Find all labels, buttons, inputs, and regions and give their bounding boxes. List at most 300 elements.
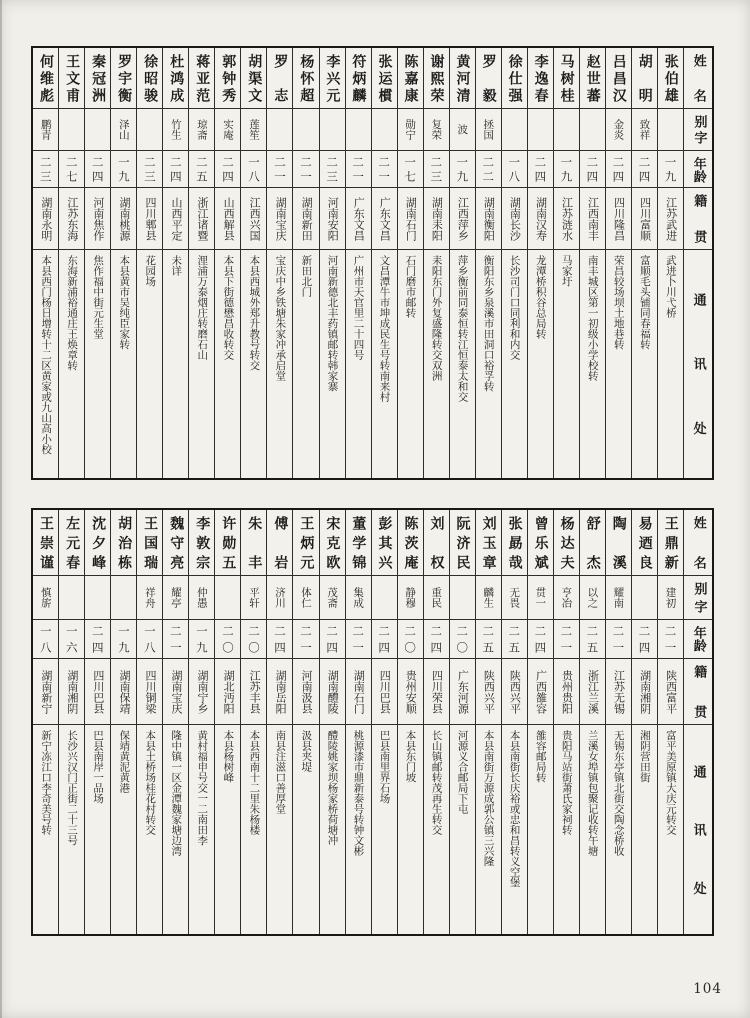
- person-column: [136, 510, 162, 934]
- age-value-cell: [293, 620, 318, 659]
- person-column: [188, 510, 214, 934]
- courtesy-name: 拯国: [482, 119, 495, 140]
- courtesy-name-cell: [476, 109, 501, 151]
- contact-address-cell: [85, 250, 110, 478]
- age-value-cell: [632, 151, 657, 188]
- native-place-cell: [293, 659, 318, 725]
- header-column: [683, 48, 712, 478]
- person-name-cell: [267, 510, 292, 576]
- age-value-cell: [424, 151, 449, 188]
- courtesy-name-cell: [59, 576, 84, 620]
- native-place: 湖南桃源: [117, 196, 131, 241]
- age-value-cell: [528, 620, 553, 659]
- age-value-cell: [59, 620, 84, 659]
- contact-address: 新田北门: [300, 255, 313, 297]
- age-value: 二二: [481, 156, 496, 182]
- age-value: 二三: [142, 156, 157, 182]
- courtesy-name-cell: [424, 109, 449, 151]
- native-place-cell: [528, 188, 553, 250]
- age-value-cell: [502, 620, 527, 659]
- contact-address: 广州市天官里二十四号: [352, 255, 365, 360]
- courtesy-name-cell: [33, 576, 58, 620]
- age-value-cell: [267, 620, 292, 659]
- courtesy-name: 复荣: [430, 119, 443, 140]
- header-cell-age: [684, 620, 712, 659]
- contact-address-cell: [33, 725, 58, 934]
- person-column: [579, 48, 605, 478]
- directory-table-top: [31, 46, 714, 480]
- person-name: 李兴元: [324, 54, 341, 102]
- contact-address: 花园场: [144, 255, 157, 287]
- age-value-cell: [59, 151, 84, 188]
- age-value-cell: [33, 151, 58, 188]
- person-name: 朱丰: [246, 516, 263, 569]
- contact-address: 巴县南里界石场: [378, 730, 391, 804]
- age-value-cell: [241, 151, 266, 188]
- age-value-cell: [111, 151, 136, 188]
- person-name-cell: [320, 510, 345, 576]
- age-value-cell: [476, 620, 501, 659]
- person-column: [345, 48, 371, 478]
- contact-address-cell: [85, 725, 110, 934]
- courtesy-name-cell: [580, 576, 605, 620]
- courtesy-name: 金炎: [612, 119, 625, 140]
- header-cell-contact: [684, 250, 712, 478]
- age-value-cell: [267, 151, 292, 188]
- contact-address: 富顺毛头铺同春福转: [638, 255, 651, 350]
- contact-address-cell: [372, 725, 397, 934]
- person-name-cell: [606, 510, 631, 576]
- native-place: 江西南丰: [586, 196, 600, 241]
- native-place-cell: [163, 659, 188, 725]
- person-name: 黄河清: [454, 54, 471, 102]
- contact-address-cell: [346, 250, 371, 478]
- person-name-cell: [320, 48, 345, 109]
- header-cell-name: [684, 48, 712, 109]
- native-place-cell: [189, 188, 214, 250]
- header-column: [683, 510, 712, 934]
- age-value: 一九: [455, 156, 470, 182]
- person-name-cell: [554, 48, 579, 109]
- native-place: 湖南岳阳: [274, 669, 288, 714]
- age-value: 二四: [585, 156, 600, 182]
- native-place: 湖南湘阴: [638, 669, 652, 714]
- courtesy-name-cell: [398, 576, 423, 620]
- contact-address: 马家圩: [560, 255, 573, 287]
- person-name: 李敦宗: [194, 516, 211, 569]
- courtesy-name-cell: [346, 109, 371, 151]
- person-name: 易迺良: [636, 516, 653, 569]
- courtesy-name-cell: [111, 109, 136, 151]
- contact-address: 隆中镇一区金潭魏家塘边湾: [170, 730, 183, 856]
- contact-address: 本县南街长庆裕或忠和昌转义空堡: [508, 730, 521, 888]
- native-place-cell: [111, 188, 136, 250]
- header-label-contact: 通讯处: [690, 293, 706, 435]
- person-name: 陈茨庵: [402, 516, 419, 569]
- contact-address: 长沙司门口同利和内交: [508, 255, 521, 360]
- age-value: 二〇: [220, 625, 235, 653]
- age-value-cell: [163, 151, 188, 188]
- age-value: 二一: [168, 625, 183, 653]
- age-value: 二四: [533, 625, 548, 653]
- person-name: 沈夕峰: [90, 516, 107, 569]
- native-place: 湖南宁乡: [196, 669, 210, 714]
- person-column: [319, 48, 345, 478]
- person-column: [110, 510, 136, 934]
- native-place-cell: [85, 188, 110, 250]
- person-name-cell: [580, 48, 605, 109]
- courtesy-name-cell: [450, 576, 475, 620]
- courtesy-name: 亨冶: [560, 587, 573, 608]
- age-value-cell: [372, 620, 397, 659]
- person-name-cell: [267, 48, 292, 109]
- age-value: 二七: [64, 156, 79, 182]
- age-value-cell: [85, 620, 110, 659]
- age-value-cell: [189, 151, 214, 188]
- contact-address: 荣昌较场坝土地巷转: [612, 255, 625, 350]
- contact-address: 焦作福中街元生堂: [92, 255, 105, 339]
- person-name: 董学锦: [350, 516, 367, 569]
- native-place: 四川荣县: [430, 669, 444, 714]
- native-place: 湖南新宁: [39, 669, 53, 714]
- contact-address-cell: [215, 250, 240, 478]
- person-name: 张运樌: [376, 54, 393, 102]
- courtesy-name-cell: [424, 576, 449, 620]
- courtesy-name-cell: [267, 109, 292, 151]
- person-name: 陶溪: [610, 516, 627, 569]
- age-value: 二〇: [455, 625, 470, 653]
- contact-address-cell: [293, 250, 318, 478]
- contact-address: 保靖黄泥黄港: [118, 730, 131, 793]
- header-cell-origin: [684, 659, 712, 725]
- contact-address: 富平美原镇大庆元转交: [664, 730, 677, 835]
- age-value: 一六: [64, 625, 79, 653]
- age-value-cell: [33, 620, 58, 659]
- native-place-cell: [241, 188, 266, 250]
- age-value: 一八: [38, 625, 53, 653]
- person-column: [240, 48, 266, 478]
- age-value-cell: [137, 151, 162, 188]
- person-name: 杨怀超: [298, 54, 315, 102]
- age-value: 二四: [325, 625, 340, 653]
- courtesy-name-cell: [33, 109, 58, 151]
- native-place-cell: [372, 188, 397, 250]
- person-column: [319, 510, 345, 934]
- contact-address-cell: [111, 725, 136, 934]
- courtesy-name-cell: [59, 109, 84, 151]
- native-place-cell: [163, 188, 188, 250]
- courtesy-name: 茂斋: [326, 587, 339, 608]
- contact-address: 东海新浦裕通庄王焕章转: [66, 255, 79, 371]
- courtesy-name: 泽山: [117, 119, 130, 140]
- person-column: [605, 48, 631, 478]
- person-name-cell: [189, 48, 214, 109]
- header-label-contact: 通讯处: [690, 764, 706, 895]
- person-column: [475, 48, 501, 478]
- native-place-cell: [189, 659, 214, 725]
- person-name-cell: [372, 510, 397, 576]
- person-name: 张勗哉: [506, 516, 523, 569]
- person-column: [371, 48, 397, 478]
- person-column: [579, 510, 605, 934]
- header-cell-contact: [684, 725, 712, 934]
- native-place-cell: [502, 659, 527, 725]
- age-value-cell: [215, 151, 240, 188]
- person-name-cell: [241, 48, 266, 109]
- native-place-cell: [554, 188, 579, 250]
- courtesy-name-cell: [606, 109, 631, 151]
- native-place-cell: [346, 659, 371, 725]
- age-value-cell: [502, 151, 527, 188]
- person-column: [214, 48, 240, 478]
- contact-address: 本县西门杨日增转十二区黄家或九山高小校: [40, 255, 53, 455]
- contact-address-cell: [346, 725, 371, 934]
- age-value-cell: [424, 620, 449, 659]
- courtesy-name: 济川: [274, 587, 286, 608]
- courtesy-name: 贯一: [534, 587, 547, 608]
- native-place: 江西萍乡: [456, 196, 470, 241]
- age-value-cell: [398, 151, 423, 188]
- native-place: 河南焦作: [91, 196, 105, 241]
- native-place-cell: [606, 188, 631, 250]
- person-name-cell: [580, 510, 605, 576]
- contact-address: 河南新德北丰药镇邮转韩家寨: [326, 255, 339, 392]
- person-name-cell: [59, 510, 84, 576]
- courtesy-name-cell: [320, 576, 345, 620]
- contact-address-cell: [502, 250, 527, 478]
- person-column: [423, 48, 449, 478]
- courtesy-name-cell: [554, 109, 579, 151]
- native-place: 四川铜梁: [143, 669, 157, 714]
- age-value: 二一: [299, 156, 314, 182]
- person-name: 曾乐斌: [532, 516, 549, 569]
- courtesy-name-cell: [293, 109, 318, 151]
- contact-address-cell: [320, 250, 345, 478]
- person-column: [162, 48, 188, 478]
- contact-address: 长沙兴汉门正街二十三号: [66, 730, 79, 846]
- courtesy-name-cell: [163, 109, 188, 151]
- contact-address: 南丰城区第一初级小学校转: [586, 255, 599, 381]
- header-label-courtesy: 别字: [691, 582, 707, 613]
- contact-address-cell: [137, 725, 162, 934]
- person-column: [292, 48, 318, 478]
- native-place: 陕西兴平: [482, 669, 496, 714]
- person-name: 何维彪: [38, 54, 55, 102]
- contact-address-cell: [241, 725, 266, 934]
- person-name-cell: [33, 510, 58, 576]
- person-name-cell: [658, 510, 683, 576]
- age-value-cell: [372, 151, 397, 188]
- person-name: 罗毅: [480, 54, 497, 102]
- native-place: 贵州安顺: [404, 669, 418, 714]
- contact-address: 萍乡衡前同泰恒转江恒泰太和交: [456, 255, 469, 402]
- person-column: [110, 48, 136, 478]
- courtesy-name-cell: [502, 576, 527, 620]
- native-place: 湖南汉寿: [534, 196, 548, 241]
- courtesy-name-cell: [372, 576, 397, 620]
- courtesy-name-cell: [241, 576, 266, 620]
- person-column: [33, 48, 58, 478]
- contact-address: 耒阳东门外复盛隆转交双洲: [430, 255, 443, 381]
- contact-address: 本县南街万源成郭公镇三兴隆: [482, 730, 495, 867]
- person-column: [657, 510, 683, 934]
- courtesy-name: 实庵: [221, 119, 234, 140]
- contact-address-cell: [658, 725, 683, 934]
- contact-address-cell: [267, 250, 292, 478]
- person-column: [214, 510, 240, 934]
- native-place-cell: [215, 659, 240, 725]
- native-place-cell: [528, 659, 553, 725]
- contact-address: 南县注滋口善厚堂: [274, 730, 287, 814]
- age-value: 二一: [559, 625, 574, 653]
- contact-address-cell: [476, 725, 501, 934]
- person-name: 刘权: [428, 516, 445, 569]
- courtesy-name: 莲笙: [247, 119, 260, 140]
- person-column: [397, 48, 423, 478]
- contact-address-cell: [398, 725, 423, 934]
- person-column: [33, 510, 58, 934]
- courtesy-name: 鹏青: [39, 119, 52, 140]
- person-name-cell: [372, 48, 397, 109]
- age-value: 二四: [90, 156, 105, 182]
- native-place-cell: [33, 188, 58, 250]
- contact-address: 汲县夹堤: [300, 730, 313, 772]
- person-name-cell: [293, 48, 318, 109]
- person-column: [631, 510, 657, 934]
- age-value-cell: [320, 620, 345, 659]
- person-column: [423, 510, 449, 934]
- contact-address-cell: [59, 725, 84, 934]
- contact-address: 武进卜川弋桥: [664, 255, 677, 318]
- native-place-cell: [476, 659, 501, 725]
- native-place-cell: [33, 659, 58, 725]
- person-name-cell: [658, 48, 683, 109]
- person-name: 谢熙荣: [428, 54, 445, 102]
- header-label-name: 姓名: [690, 516, 706, 569]
- contact-address-cell: [606, 250, 631, 478]
- contact-address: 宝庆中乡铁塘朱家冲承启堂: [274, 255, 287, 381]
- person-name-cell: [215, 510, 240, 576]
- native-place: 湖南新田: [300, 196, 314, 241]
- courtesy-name: 琼斋: [195, 119, 208, 140]
- courtesy-name-cell: [215, 576, 240, 620]
- age-value: 二四: [168, 156, 183, 182]
- person-name-cell: [476, 48, 501, 109]
- person-name: 杜鸿成: [168, 54, 185, 102]
- contact-address-cell: [111, 250, 136, 478]
- header-cell-courtesy: [684, 576, 712, 620]
- person-column: [397, 510, 423, 934]
- courtesy-name-cell: [372, 109, 397, 151]
- person-name: 陈嘉康: [402, 54, 419, 102]
- person-name: 张伯雄: [662, 54, 679, 102]
- contact-address: 本县杨树峰: [222, 730, 235, 783]
- age-value-cell: [346, 620, 371, 659]
- contact-address-cell: [398, 250, 423, 478]
- person-name-cell: [111, 510, 136, 576]
- person-name: 郭钟秀: [220, 54, 237, 102]
- person-column: [449, 510, 475, 934]
- native-place-cell: [111, 659, 136, 725]
- age-value: 一九: [663, 156, 678, 182]
- contact-address: 雒容邮局转: [534, 730, 547, 783]
- person-name-cell: [528, 48, 553, 109]
- native-place-cell: [398, 659, 423, 725]
- age-value: 一九: [116, 156, 131, 182]
- person-name: 胡明: [636, 54, 653, 102]
- person-name: 刘玉章: [480, 516, 497, 569]
- contact-address-cell: [528, 725, 553, 934]
- person-column: [58, 510, 84, 934]
- native-place-cell: [267, 188, 292, 250]
- person-column: [475, 510, 501, 934]
- contact-address-cell: [372, 250, 397, 478]
- native-place: 陕西富平: [664, 669, 678, 714]
- courtesy-name-cell: [85, 109, 110, 151]
- age-value-cell: [658, 620, 683, 659]
- contact-address-cell: [502, 725, 527, 934]
- person-name-cell: [163, 48, 188, 109]
- contact-address-cell: [33, 250, 58, 478]
- person-column: [266, 510, 292, 934]
- person-column: [605, 510, 631, 934]
- person-name-cell: [606, 48, 631, 109]
- person-name: 罗宇衡: [116, 54, 133, 102]
- person-name: 王文甫: [64, 54, 81, 102]
- person-column: [266, 48, 292, 478]
- contact-address-cell: [580, 250, 605, 478]
- person-column: [553, 48, 579, 478]
- courtesy-name-cell: [476, 576, 501, 620]
- header-cell-name: [684, 510, 712, 576]
- courtesy-name-cell: [554, 576, 579, 620]
- native-place: 广东河源: [456, 669, 470, 714]
- contact-address-cell: [580, 725, 605, 934]
- courtesy-name-cell: [215, 109, 240, 151]
- contact-address-cell: [424, 250, 449, 478]
- person-name-cell: [293, 510, 318, 576]
- age-value-cell: [580, 620, 605, 659]
- native-place-cell: [476, 188, 501, 250]
- contact-address-cell: [163, 250, 188, 478]
- native-place: 湖南长沙: [508, 196, 522, 241]
- person-name: 魏守亮: [168, 516, 185, 569]
- native-place: 湖南醴陵: [326, 669, 340, 714]
- person-name-cell: [241, 510, 266, 576]
- native-place: 湖南湘阴: [65, 669, 79, 714]
- person-name-cell: [111, 48, 136, 109]
- native-place-cell: [450, 188, 475, 250]
- courtesy-name: 致祥: [638, 119, 651, 140]
- header-label-age: 年龄: [690, 626, 706, 652]
- contact-address-cell: [632, 250, 657, 478]
- contact-address-cell: [554, 725, 579, 934]
- age-value: 二四: [273, 625, 287, 653]
- person-column: [501, 510, 527, 934]
- age-value: 二一: [611, 625, 626, 653]
- age-value-cell: [554, 620, 579, 659]
- courtesy-name: 波: [456, 124, 469, 135]
- age-value-cell: [346, 151, 371, 188]
- native-place: 四川巴县: [378, 669, 392, 714]
- age-value: 一八: [246, 156, 261, 182]
- person-name: 胡治栋: [116, 516, 133, 569]
- native-place: 山西平定: [170, 196, 183, 241]
- contact-address-cell: [424, 725, 449, 934]
- contact-address-cell: [658, 250, 683, 478]
- contact-address: 浬浦万泰烟庄转磨石山: [196, 255, 209, 360]
- contact-address-cell: [320, 725, 345, 934]
